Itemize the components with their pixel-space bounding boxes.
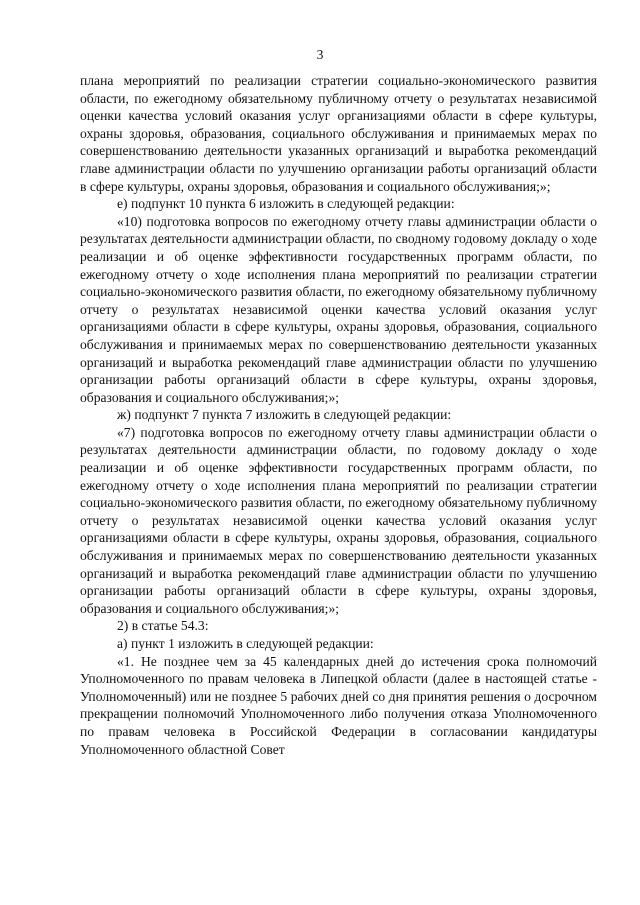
paragraph-item-2: 2) в статье 54.3:	[117, 618, 209, 634]
paragraph-subitem-a: а) пункт 1 изложить в следующей редакции:	[117, 636, 374, 651]
page-number: 3	[316, 47, 324, 62]
paragraph-quote-1: «1. Не позднее чем за 45 календарных дней до истечения срока полномочий Уполномоченного по правам человека в Липецкой области (далее в настоящей статье - Уполномоченный) или не позднее 5 рабочих дней со дня принятия решения о досрочном прекращении полномочий Уполномоченного либо получения отказа Уполномоченного по правам человека в Российской Федерации в согласовании кандидатуры Уполномоченного областной Совет	[80, 653, 597, 757]
paragraph-quote-10: «10) подготовка вопросов по ежегодному отчету главы администрации области о результатах деятельности администрации области, по сводному годовому докладу о ходе реализации и об оценке эффективности государственных программ области, по ежегодному отчету о ходе исполнения плана мероприятий по реализации стратегии социально-экономического развития области, по ежегодному обязательному публичному отчету о результатах независимой оценки качества условий оказания услуг организациями области в сфере культуры, охраны здоровья, образования, социального обслуживания и принимаемых мерах по совершенствованию деятельности указанных организаций и выработка рекомендаций главе администрации области по улучшению организации работы организаций области в сфере культуры, охраны здоровья, образования и социального обслуживания;»;	[80, 213, 597, 405]
paragraph-continuation: плана мероприятий по реализации стратегии социально-экономического развития области, по ежегодному обязательному публичному отчету о результатах независимой оценки качества условий оказания услуг организациями области в сфере культуры, охраны здоровья, образования, социального обслуживания и принимаемых мерах по совершенствованию деятельности указанных организаций и выработка рекомендаций главе администрации области по улучшению организации работы организаций области в сфере культуры, охраны здоровья, образования и социального обслуживания;»;	[80, 73, 597, 194]
paragraph-subitem-e: е) подпункт 10 пункта 6 изложить в следующей редакции:	[117, 196, 455, 212]
document-body	[80, 72, 597, 758]
paragraph-subitem-zh: ж) подпункт 7 пункта 7 изложить в следующей редакции:	[117, 407, 452, 423]
paragraph-quote-7: «7) подготовка вопросов по ежегодному отчету главы администрации области о результатах деятельности администрации области, по годовому докладу о ходе реализации и об оценке эффективности государственных программ области, по ежегодному отчету о ходе исполнения плана мероприятий по реализации стратегии социально-экономического развития области, по ежегодному обязательному публичному отчету о результатах независимой оценки качества условий оказания услуг организациями области в сфере культуры, охраны здоровья, образования, социального обслуживания и принимаемых мерах по совершенствованию деятельности указанных организаций и выработка рекомендаций главе администрации области по улучшению организации работы организаций области в сфере культуры, охраны здоровья, образования и социального обслуживания;»;	[80, 424, 597, 616]
